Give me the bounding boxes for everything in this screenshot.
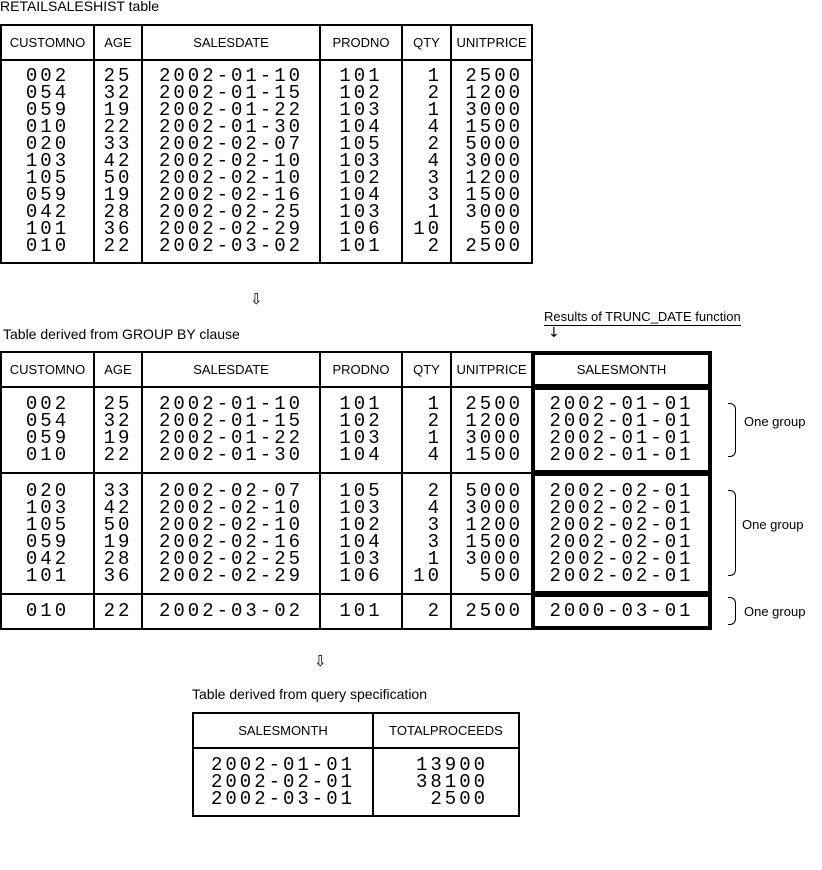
col-age: AGE xyxy=(94,352,142,387)
salesdate-values: 2002-02-07 2002-02-10 2002-02-10 2002-02-16 2002-02-25 2002-02-29 xyxy=(142,473,320,594)
col-totalproceeds: TOTALPROCEEDS xyxy=(373,713,519,748)
age-values: 25 32 19 22 xyxy=(94,387,142,473)
source-table-title: RETAILSALESHIST table xyxy=(0,0,159,14)
unitprice-values: 2500 1200 3000 1500 xyxy=(451,387,532,473)
customno-values: 010 xyxy=(1,594,94,629)
customno-values: 002 054 059 010 xyxy=(1,387,94,473)
col-salesmonth: SALESMONTH xyxy=(193,713,373,748)
prodno-values: 105 103 102 104 103 106 xyxy=(320,473,402,594)
age-values: 25 32 19 22 33 42 50 19 28 36 22 xyxy=(94,60,142,263)
trunc-date-note xyxy=(544,309,741,324)
group-brace xyxy=(728,597,736,625)
qty-values: 1 2 1 4 2 4 3 3 1 10 2 xyxy=(402,60,451,263)
unitprice-values: 2500 1200 3000 1500 5000 3000 1200 1500 3000 500 2500 xyxy=(451,60,532,263)
group-row xyxy=(1,387,711,473)
col-qty: QTY xyxy=(402,352,451,387)
qty-values: 2 4 3 3 1 10 xyxy=(402,473,451,594)
totalproceeds-values: 13900 38100 2500 xyxy=(373,748,519,816)
trunc-date-label: Results of TRUNC_DATE function xyxy=(544,309,741,324)
group-label: One group xyxy=(744,604,806,619)
col-prodno: PRODNO xyxy=(320,25,402,60)
result-table-title: Table derived from query specification xyxy=(192,686,428,702)
prodno-values: 101 102 103 104 105 103 102 104 103 106 101 xyxy=(320,60,402,263)
col-qty: QTY xyxy=(402,25,451,60)
group-brace xyxy=(728,490,736,576)
salesdate-values: 2002-03-02 xyxy=(142,594,320,629)
query-result-table xyxy=(192,712,520,817)
group-by-table xyxy=(0,351,712,630)
unitprice-values: 5000 3000 1200 1500 3000 500 xyxy=(451,473,532,594)
salesdate-values: 2002-01-10 2002-01-15 2002-01-22 2002-01-30 2002-02-07 2002-02-10 2002-02-10 2002-02-16 2002-02-25 2002-02-29 2002-03-02 xyxy=(142,60,320,263)
unitprice-values: 2500 xyxy=(451,594,532,629)
salesmonth-values: 2002-01-01 2002-02-01 2002-03-01 xyxy=(193,748,373,816)
qty-values: 2 xyxy=(402,594,451,629)
col-unitprice: UNITPRICE xyxy=(451,352,532,387)
col-customno: CUSTOMNO xyxy=(1,352,94,387)
salesdate-values: 2002-01-10 2002-01-15 2002-01-22 2002-01-30 xyxy=(142,387,320,473)
col-age: AGE xyxy=(94,25,142,60)
qty-values: 1 2 1 4 xyxy=(402,387,451,473)
col-salesmonth: SALESMONTH xyxy=(532,352,711,387)
salesmonth-values: 2002-02-01 2002-02-01 2002-02-01 2002-02-01 2002-02-01 2002-02-01 xyxy=(532,473,711,594)
salesmonth-values: 2002-01-01 2002-01-01 2002-01-01 2002-01-01 xyxy=(532,387,711,473)
col-salesdate: SALESDATE xyxy=(142,25,320,60)
group-label: One group xyxy=(744,414,806,429)
group-table-title: Table derived from GROUP BY clause xyxy=(3,326,240,342)
prodno-values: 101 xyxy=(320,594,402,629)
down-arrow-icon: ⇩ xyxy=(314,652,327,670)
col-salesdate: SALESDATE xyxy=(142,352,320,387)
col-customno: CUSTOMNO xyxy=(1,25,94,60)
group-brace xyxy=(728,403,736,457)
salesmonth-values: 2000-03-01 xyxy=(532,594,711,629)
down-arrow-icon: ⇩ xyxy=(250,290,263,308)
age-values: 33 42 50 19 28 36 xyxy=(94,473,142,594)
col-prodno: PRODNO xyxy=(320,352,402,387)
group-row xyxy=(1,473,711,594)
group-row xyxy=(1,594,711,629)
trunc-down-arrow-icon: ↓ xyxy=(548,325,560,341)
col-unitprice: UNITPRICE xyxy=(451,25,532,60)
customno-values: 002 054 059 010 020 103 105 059 042 101 010 xyxy=(1,60,94,263)
group-label: One group xyxy=(742,517,804,532)
customno-values: 020 103 105 059 042 101 xyxy=(1,473,94,594)
prodno-values: 101 102 103 104 xyxy=(320,387,402,473)
age-values: 22 xyxy=(94,594,142,629)
retailsaleshist-table xyxy=(0,24,533,264)
